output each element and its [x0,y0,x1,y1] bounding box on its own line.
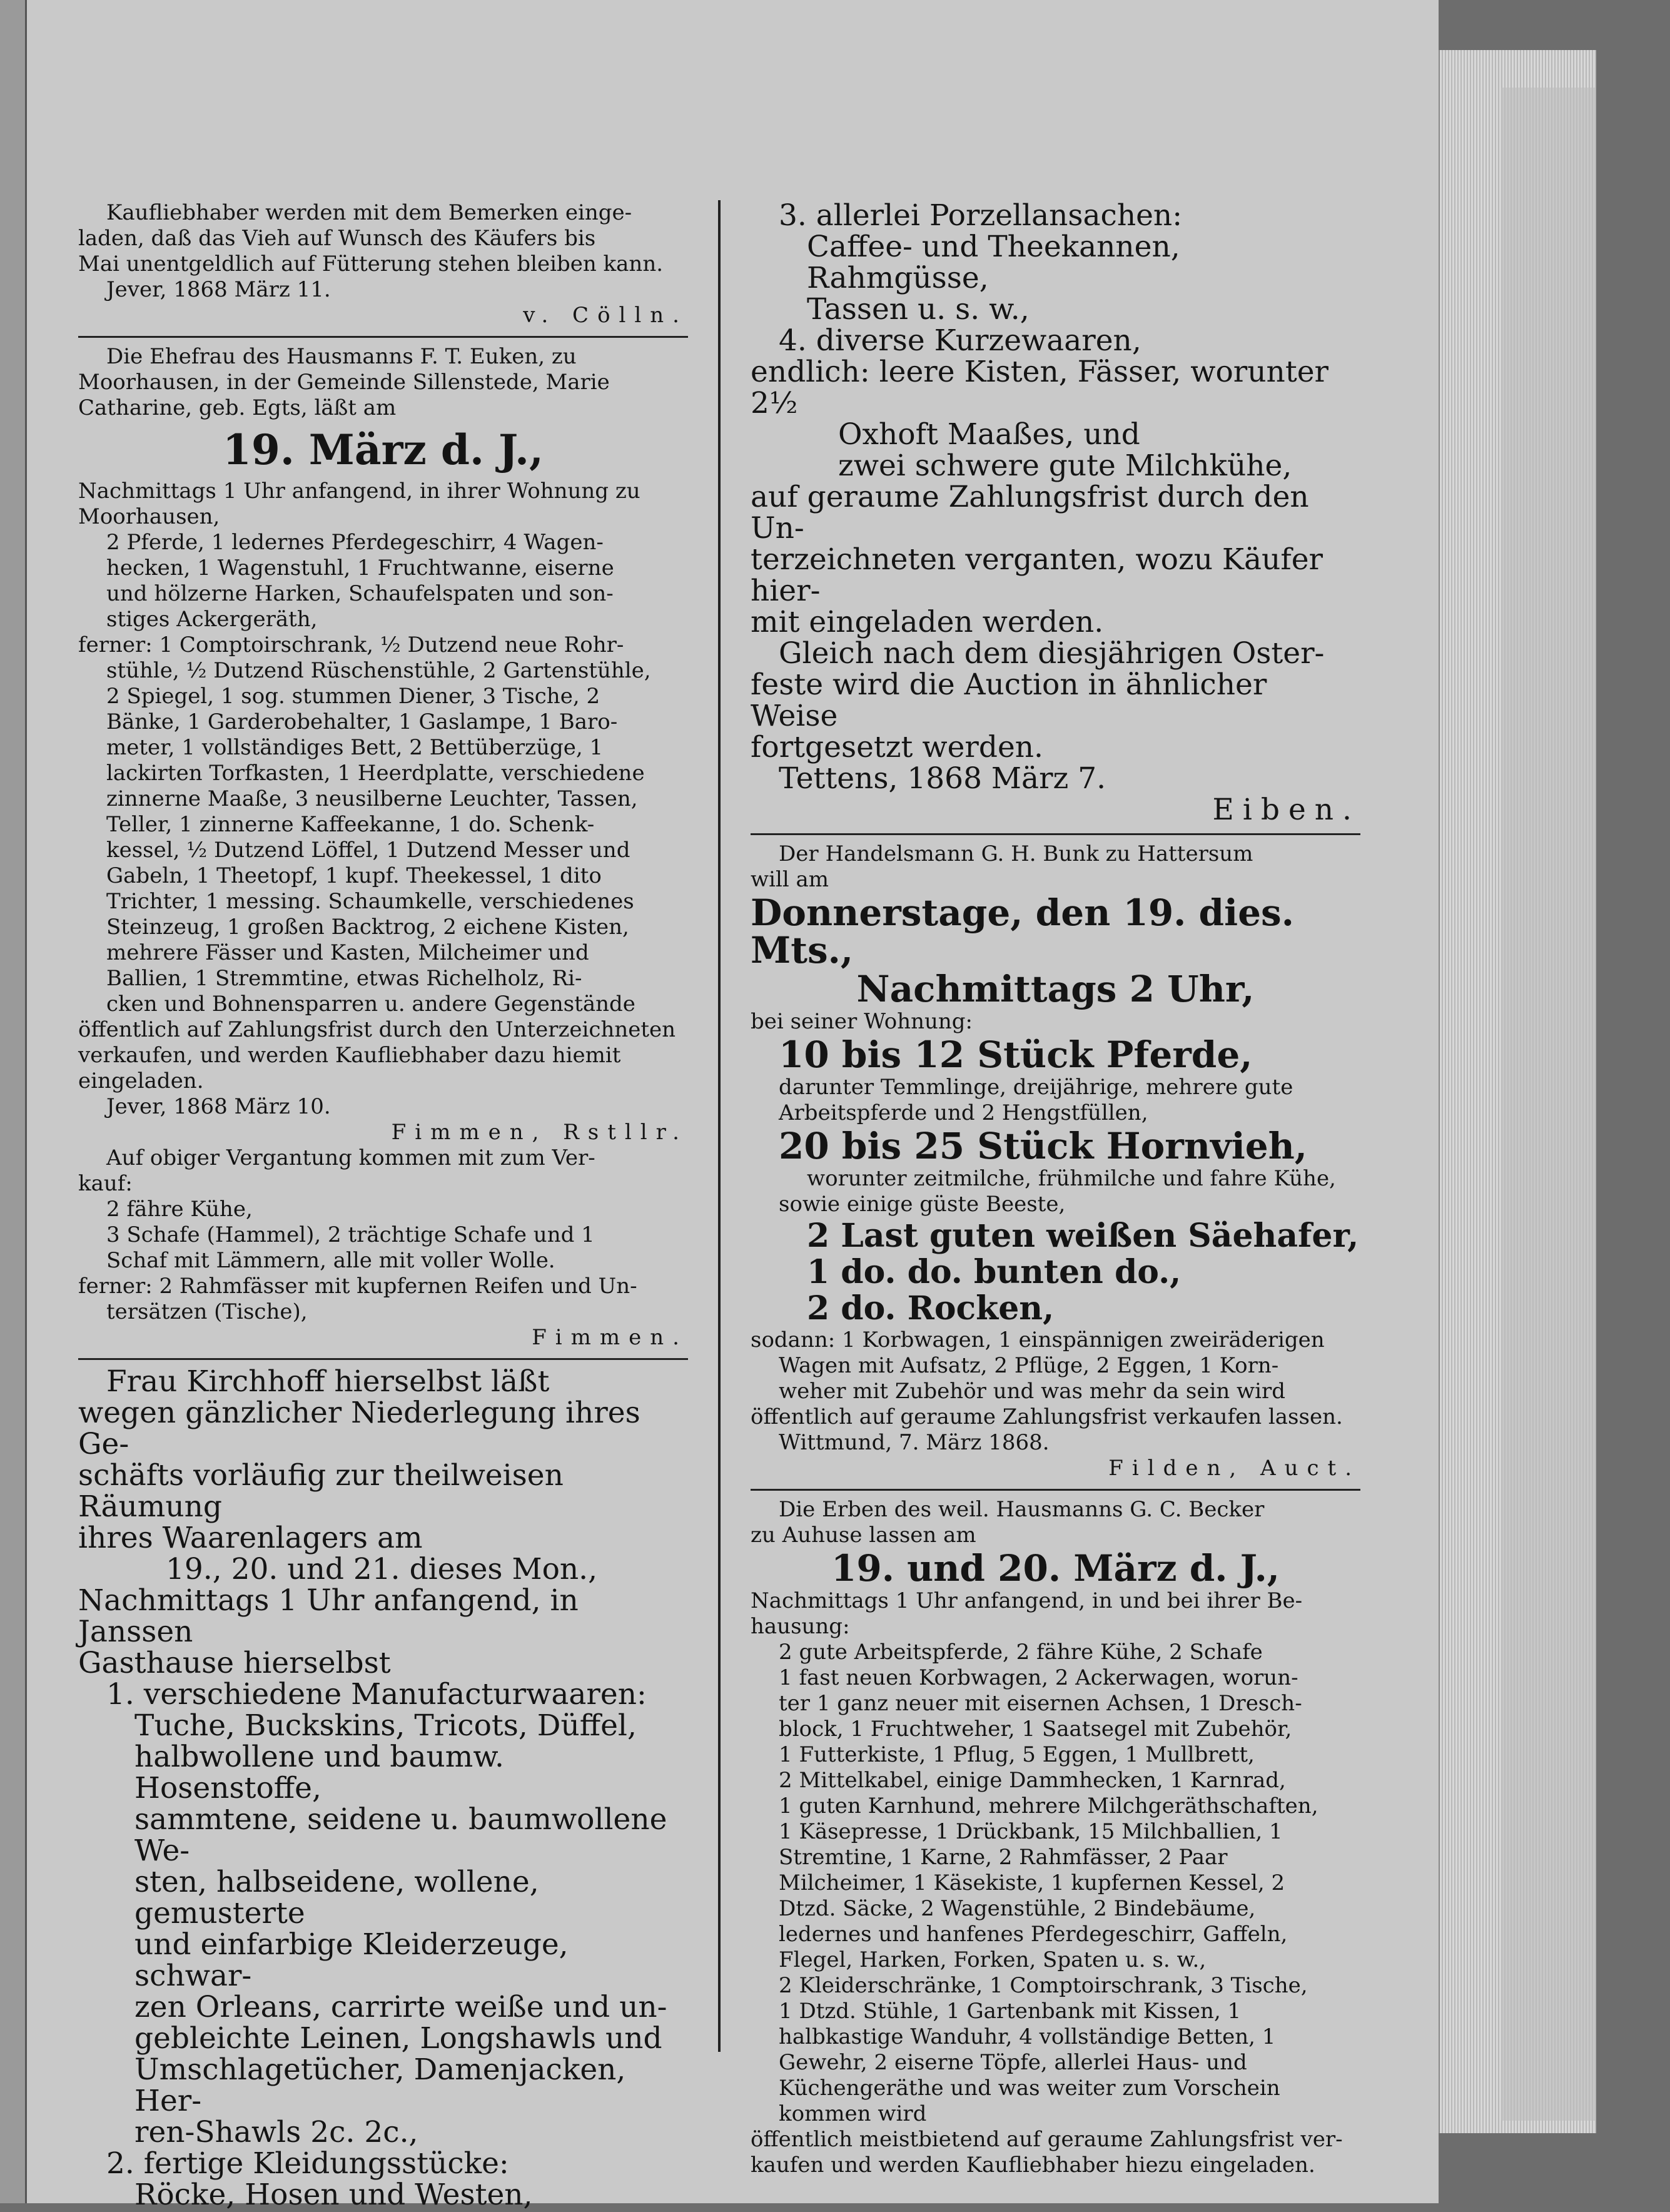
ad5-closing-line: kaufen und werden Kaufliebhaber hiezu eingeladen. [751,2153,1315,2178]
ad4-date: Wittmund, 7. März 1868. [779,1430,1050,1455]
ad3-item1-line: ren-Shawls 2c. 2c., [134,2115,418,2149]
page-stack-shadow [1501,88,1595,2121]
ad5-dates: 19. und 20. März d. J., [831,1547,1280,1590]
ad2-addendum-line: kauf: [78,1171,133,1196]
ad5-item-line: kommen wird [779,2101,927,2126]
ad2-ferner-item: lackirten Torfkasten, 1 Heerdplatte, verschiedene [106,761,645,786]
ad3-item4-title: 4. diverse Kurzewaaren, [779,323,1141,358]
ad2-addendum-item: Schaf mit Lämmern, alle mit voller Wolle. [106,1248,555,1273]
ad5-item-line: Dtzd. Säcke, 2 Wagenstühle, 2 Bindebäume, [779,1896,1256,1921]
ad2-signature2: Fimmen. [532,1325,688,1350]
ad4-rye: 2 do. Rocken, [807,1289,1055,1327]
ad5-item-line: Küchengeräthe und was weiter zum Vorschein [779,2076,1280,2101]
ad2-intro-line: Catharine, geb. Egts, läßt am [78,395,397,420]
ad5-item-line: Stremtine, 1 Karne, 2 Rahmfässer, 2 Paar [779,1845,1228,1870]
ad4-heading-time: Nachmittags 2 Uhr, [856,968,1255,1010]
ad1-line: Mai unentgeldlich auf Fütterung stehen bleiben kann. [78,251,664,276]
left-column [78,200,688,2211]
ad2-intro-line: Die Ehefrau des Hausmanns F. T. Euken, zu [106,344,577,369]
ad2-ferner-item: zinnerne Maaße, 3 neusilberne Leuchter, Tassen, [106,786,638,811]
ad2-addendum-ferner: ferner: 2 Rahmfässer mit kupfernen Reifen und Un- [78,1274,637,1299]
ad3-cows: zwei schwere gute Milchkühe, [838,449,1292,483]
ad2-ferner-item: Teller, 1 zinnerne Kaffeekanne, 1 do. Schenk- [106,812,595,837]
ad4-intro-line: will am [751,867,829,892]
ad-euken-auction [78,344,688,1351]
ad5-item-line: 1 fast neuen Korbwagen, 2 Ackerwagen, worun- [779,1665,1298,1690]
ad5-item-line: 1 Käsepresse, 1 Drückbank, 15 Milchballien, 1 [779,1819,1283,1844]
ad-kirchhoff-sale [78,1366,688,2211]
ad3-item3-title: 3. allerlei Porzellansachen: [779,198,1183,233]
ad3-signature: Eiben. [1212,793,1360,827]
ad2-item-line: und hölzerne Harken, Schaufelspaten und son- [106,581,614,606]
ad4-cattle: 20 bis 25 Stück Hornvieh, [779,1125,1307,1167]
ad3-item1-line: halbwollene und baumw. Hosenstoffe, [134,1740,504,1805]
ad2-time-line: Moorhausen, [78,504,220,529]
ad5-intro-line: Die Erben des weil. Hausmanns G. C. Becker [779,1497,1265,1522]
ad3-item3-line: Caffee- und Theekannen, Rahmgüsse, [807,230,1180,295]
ad2-ferner-item: Ballien, 1 Stremmtine, etwas Richelholz, Ri- [106,966,582,991]
ad5-item-line: 1 Futterkiste, 1 Pflug, 5 Eggen, 1 Mullbrett, [779,1742,1255,1767]
ad4-oats-mixed: 1 do. do. bunten do., [807,1253,1182,1291]
ad4-horses: 10 bis 12 Stück Pferde, [779,1033,1253,1076]
ad2-closing-line: öffentlich auf Zahlungsfrist durch den Unterzeichneten [78,1017,676,1042]
ad-kirchhoff-sale-continued [751,200,1360,826]
ad-becker-heirs-auction [751,1497,1360,2178]
ad3-item1-line: zen Orleans, carrirte weiße und un- [134,1990,667,2024]
ad2-ferner-line: ferner: 1 Comptoirschrank, ½ Dutzend neue Rohr- [78,632,624,657]
ad4-sodann-line: öffentlich auf geraume Zahlungsfrist verkaufen lassen. [751,1404,1343,1429]
ad3-intro-line: schäfts vorläufig zur theilweisen Räumung [78,1458,564,1524]
ad2-item-line: stiges Ackergeräth, [106,607,318,632]
ad3-endlich-line: Oxhoft Maaßes, und [838,417,1140,452]
ad2-ferner-item: kessel, ½ Dutzend Löffel, 1 Dutzend Messer und [106,838,630,863]
ad-bunk-auction [751,841,1360,1481]
ad4-cattle-detail: worunter zeitmilche, frühmilche und fahre Kühe, [807,1166,1336,1191]
ad3-item1-line: und einfarbige Kleiderzeuge, schwar- [134,1927,569,1993]
ad2-ferner-item: Bänke, 1 Garderobehalter, 1 Gaslampe, 1 Baro- [106,709,618,734]
ad2-ferner-item: 2 Spiegel, 1 sog. stummen Diener, 3 Tische, 2 [106,684,600,709]
ad2-ferner-item: Trichter, 1 messing. Schaumkelle, verschiedenes [106,889,634,914]
ad2-intro-line: Moorhausen, in der Gemeinde Sillenstede, Marie [78,370,610,395]
ad3-dates: 19., 20. und 21. dieses Mon., [166,1552,598,1586]
ad3-time-line: Nachmittags 1 Uhr anfangend, in Janssen [78,1583,579,1649]
ad3-item2-line: Röcke, Hosen und Westen, [134,2178,533,2212]
section-rule [78,1358,688,1360]
ad2-signature: Fimmen, Rstllr. [391,1120,688,1145]
ad3-easter-line: feste wird die Auction in ähnlicher Weise [751,667,1267,733]
ad5-item-line: 2 Mittelkabel, einige Dammhecken, 1 Karnrad, [779,1768,1286,1793]
ad1-line: Kaufliebhaber werden mit dem Bemerken einge- [106,200,632,225]
ad1-date: Jever, 1868 März 11. [106,277,331,302]
ad3-time-line: Gasthause hierselbst [78,1646,391,1680]
ad5-item-line: halbkastige Wanduhr, 4 vollständige Betten, 1 [779,2024,1276,2049]
ad5-item-line: ter 1 ganz neuer mit eisernen Achsen, 1 Dresch- [779,1691,1302,1716]
right-column [751,200,1360,2178]
ad3-easter-line: Gleich nach dem diesjährigen Oster- [779,636,1325,671]
ad3-item1-line: sammtene, seidene u. baumwollene We- [134,1802,667,1868]
ad4-oats-white: 2 Last guten weißen Säehafer, [807,1217,1359,1255]
ad3-date: Tettens, 1868 März 7. [779,761,1106,796]
ad2-addendum-item: 2 fähre Kühe, [106,1197,253,1222]
ad2-ferner-item: Gabeln, 1 Theetopf, 1 kupf. Theekessel, 1 dito [106,863,602,888]
book-gutter [0,0,27,2203]
ad4-horses-detail: darunter Temmlinge, dreijährige, mehrere gute [779,1075,1293,1100]
ad4-sodann-line: weher mit Zubehör und was mehr da sein wird [779,1379,1286,1404]
ad4-place: bei seiner Wohnung: [751,1009,973,1034]
ad2-date-heading: 19. März d. J., [222,425,544,474]
ad4-sodann-line: Wagen mit Aufsatz, 2 Pflüge, 2 Eggen, 1 Korn- [779,1353,1279,1378]
ad3-item1-line: gebleichte Leinen, Longshawls und [134,2021,662,2056]
ad3-item1-line: Umschlagetücher, Damenjacken, Her- [134,2052,626,2118]
ad3-item1-line: Tuche, Buckskins, Tricots, Düffel, [134,1708,637,1743]
ad2-ferner-item: stühle, ½ Dutzend Rüschenstühle, 2 Gartenstühle, [106,658,651,683]
ad3-intro-line: Frau Kirchhoff hierselbst läßt [106,1364,550,1399]
ad2-addendum-item: 3 Schafe (Hammel), 2 trächtige Schafe und 1 [106,1222,595,1247]
ad3-closing-line: auf geraume Zahlungsfrist durch den Un- [751,480,1309,545]
ad4-heading-date: Donnerstage, den 19. dies. Mts., [751,891,1294,972]
ad4-signature: Filden, Auct. [1108,1456,1360,1481]
ad2-time-line: Nachmittags 1 Uhr anfangend, in ihrer Wohnung zu [78,479,640,504]
ad5-item-line: 2 gute Arbeitspferde, 2 fähre Kühe, 2 Schafe [779,1640,1263,1665]
section-rule [751,833,1360,835]
ad2-ferner-item: mehrere Fässer und Kasten, Milcheimer und [106,940,589,965]
ad5-item-line: Gewehr, 2 eiserne Töpfe, allerlei Haus- und [779,2050,1247,2075]
ad2-closing-line: verkaufen, und werden Kaufliebhaber dazu hiemit [78,1043,621,1068]
ad2-item-line: hecken, 1 Wagenstuhl, 1 Fruchtwanne, eiserne [106,556,614,581]
ad2-addendum-ferner: tersätzen (Tische), [106,1299,308,1324]
ad5-item-line: 1 guten Karnhund, mehrere Milchgeräthschaften, [779,1793,1318,1819]
ad2-ferner-item: meter, 1 vollständiges Bett, 2 Bettüberzüge, 1 [106,735,604,760]
ad3-item2-title: 2. fertige Kleidungsstücke: [106,2146,509,2181]
ad4-sodann-line: sodann: 1 Korbwagen, 1 einspännigen zweiräderigen [751,1327,1325,1352]
ad5-item-line: block, 1 Fruchtweher, 1 Saatsegel mit Zubehör, [779,1717,1292,1742]
ad-cattle-notice [78,200,688,328]
ad3-intro-line: ihres Waarenlagers am [78,1521,423,1555]
ad3-closing-line: mit eingeladen werden. [751,605,1104,639]
ad5-item-line: ledernes und hanfenes Pferdegeschirr, Gaffeln, [779,1922,1288,1947]
section-rule [78,336,688,338]
ad5-item-line: 1 Dtzd. Stühle, 1 Gartenbank mit Kissen, 1 [779,1999,1242,2024]
ad4-cattle-detail: sowie einige güste Beeste, [779,1192,1066,1217]
ad2-addendum-line: Auf obiger Vergantung kommen mit zum Ver- [106,1145,595,1170]
ad1-line: laden, daß das Vieh auf Wunsch des Käufers bis [78,226,596,251]
ad5-time-line: hausung: [751,1614,850,1639]
ad3-endlich-line: endlich: leere Kisten, Fässer, worunter 2½ [751,355,1328,420]
ad5-intro-line: zu Auhuse lassen am [751,1523,976,1548]
ad2-closing-line: eingeladen. [78,1068,204,1093]
ad3-easter-line: fortgesetzt werden. [751,730,1043,764]
ad2-ferner-item: Steinzeug, 1 großen Backtrog, 2 eichene Kisten, [106,915,629,940]
ad5-closing-line: öffentlich meistbietend auf geraume Zahlungsfrist ver- [751,2127,1343,2152]
section-rule [751,1489,1360,1491]
ad5-item-line: 2 Kleiderschränke, 1 Comptoirschrank, 3 Tische, [779,1973,1308,1998]
ad3-item1-title: 1. verschiedene Manufacturwaaren: [106,1677,647,1712]
ad5-item-line: Milcheimer, 1 Käsekiste, 1 kupfernen Kessel, 2 [779,1870,1285,1895]
ad5-time-line: Nachmittags 1 Uhr anfangend, in und bei ihrer Be- [751,1588,1303,1613]
ad3-intro-line: wegen gänzlicher Niederlegung ihres Ge- [78,1396,640,1461]
ad2-ferner-item: cken und Bohnensparren u. andere Gegenstände [106,992,635,1017]
ad3-item3-line: Tassen u. s. w., [807,292,1030,327]
ad3-item1-line: sten, halbseidene, wollene, gemusterte [134,1865,539,1930]
column-divider [718,200,721,2052]
ad1-signature: v. Cölln. [523,303,688,328]
ad5-item-line: Flegel, Harken, Forken, Spaten u. s. w., [779,1947,1207,1972]
ad2-item-line: 2 Pferde, 1 ledernes Pferdegeschirr, 4 Wagen- [106,530,604,555]
ad3-closing-line: terzeichneten verganten, wozu Käufer hier- [751,542,1323,608]
ad4-horses-detail: Arbeitspferde und 2 Hengstfüllen, [779,1100,1148,1125]
ad4-intro-line: Der Handelsmann G. H. Bunk zu Hattersum [779,841,1253,866]
ad2-date: Jever, 1868 März 10. [106,1094,331,1119]
